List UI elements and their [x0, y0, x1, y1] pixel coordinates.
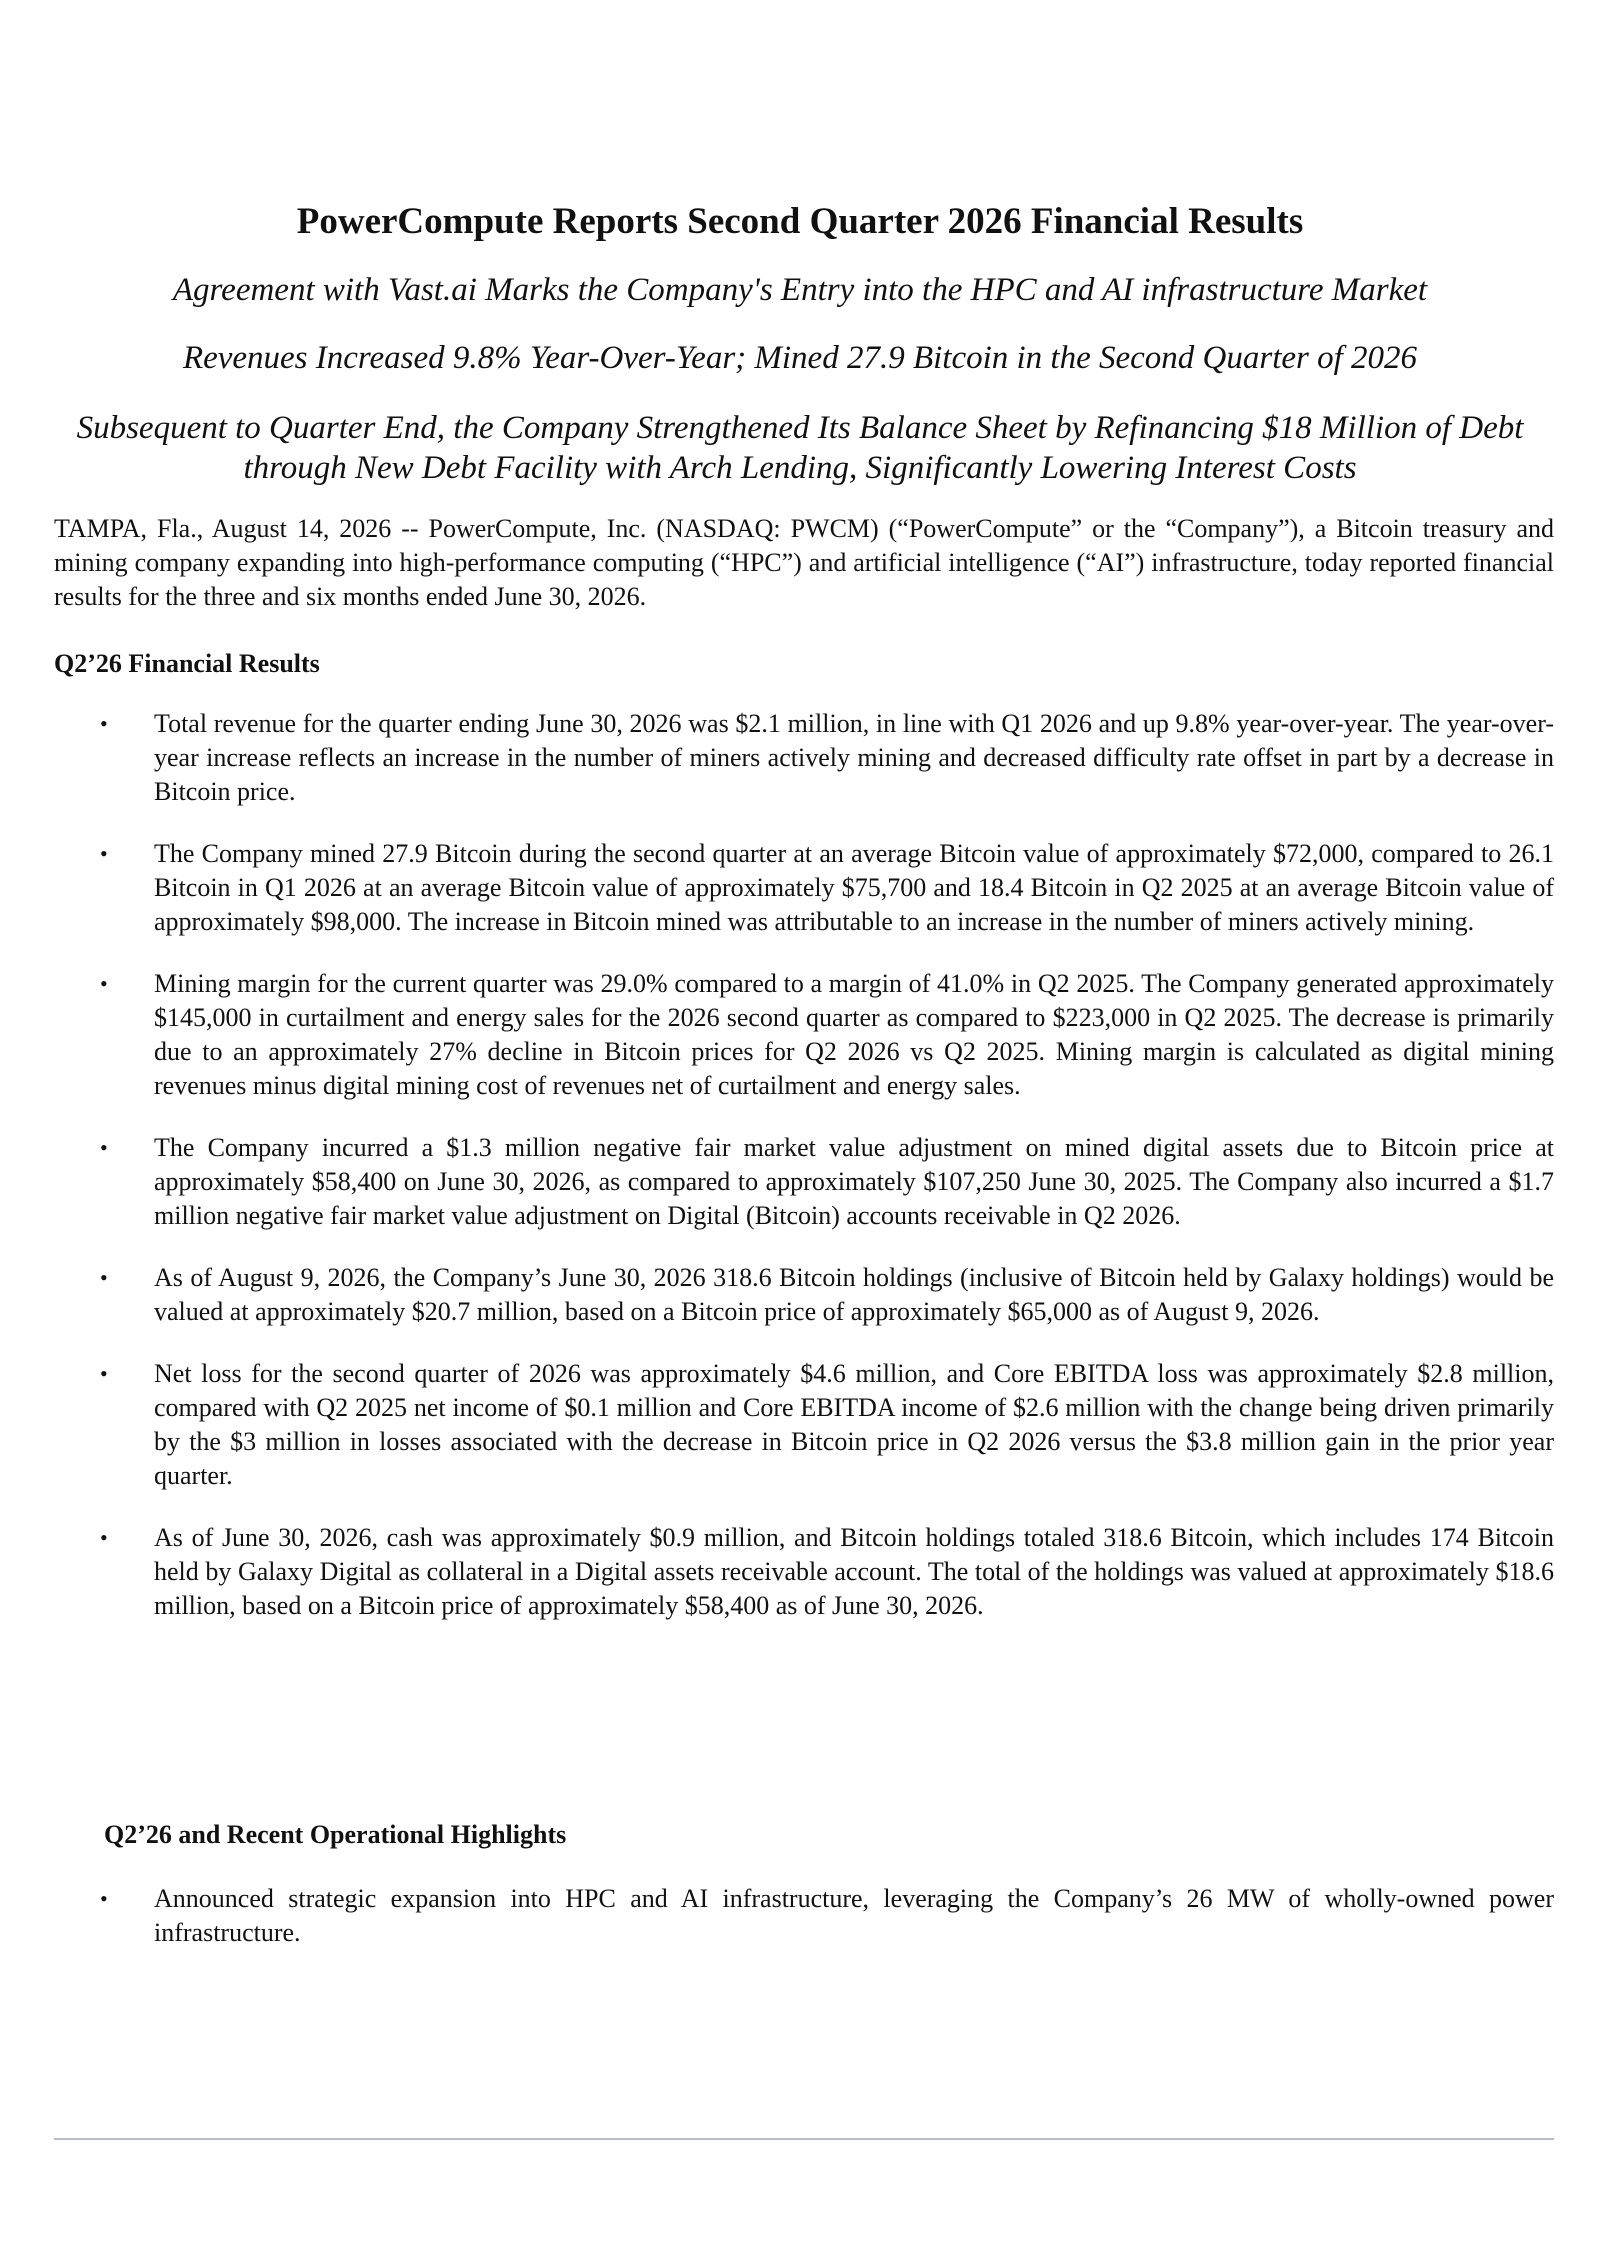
- bullet-icon: •: [100, 1525, 108, 1550]
- bullet-icon: •: [100, 1886, 108, 1911]
- subheadline-vast-ai: Agreement with Vast.ai Marks the Company's Entry into the HPC and AI infrastructure Market: [172, 272, 1428, 308]
- financial-results-list: [54, 707, 1554, 1651]
- subheadline-revenue: Revenues Increased 9.8% Year-Over-Year; Mined 27.9 Bitcoin in the Second Quarter of 2026: [182, 340, 1418, 376]
- financial-results-heading: Q2’26 Financial Results: [54, 649, 320, 678]
- financial-results-item: [54, 707, 1554, 809]
- bullet-icon: •: [100, 1361, 108, 1386]
- bullet-icon: •: [100, 711, 108, 736]
- bullet-text-hpc-expansion: Announced strategic expansion into HPC and AI infrastructure, leveraging the Company’s 26 MW of wholly-owned power infrastructure.: [154, 1884, 1554, 1947]
- operational-highlights-item: [54, 1882, 1554, 1950]
- bullet-text-mining-margin: Mining margin for the current quarter was 29.0% compared to a margin of 41.0% in Q2 2025. The Company generated approximately $145,000 in curtailment and energy sales for the 2026 second quarter as compared to $223,000 in Q2 2025. The decrease is primarily due to an approximately 27% decline in Bitcoin prices for Q2 2026 vs Q2 2025. Mining margin is calculated as digital mining revenues minus digital mining cost of revenues net of curtailment and energy sales.: [154, 969, 1554, 1100]
- bullet-text-holdings-valuation: As of August 9, 2026, the Company’s June 30, 2026 318.6 Bitcoin holdings (inclusive of Bitcoin held by Galaxy holdings) would be valued at approximately $20.7 million, based on a Bitcoin price of approximately $65,000 as of August 9, 2026.: [154, 1263, 1554, 1326]
- footer-divider: [54, 2138, 1554, 2140]
- subheadline-refinancing: Subsequent to Quarter End, the Company Strengthened Its Balance Sheet by Refinancing $18 Million of Debt through New Debt Facility with Arch Lending, Significantly Lowering Interest Costs: [76, 410, 1524, 486]
- press-release-title: PowerCompute Reports Second Quarter 2026 Financial Results: [296, 201, 1304, 242]
- bullet-icon: •: [100, 1265, 108, 1290]
- financial-results-item: [54, 1521, 1554, 1623]
- bullet-text-fair-value-adjustment: The Company incurred a $1.3 million negative fair market value adjustment on mined digital assets due to Bitcoin price at approximately $58,400 on June 30, 2026, as compared to approximately $107,250 June 30, 2025. The Company also incurred a $1.7 million negative fair market value adjustment on Digital (Bitcoin) accounts receivable in Q2 2026.: [154, 1133, 1554, 1230]
- bullet-text-bitcoin-mined: The Company mined 27.9 Bitcoin during the second quarter at an average Bitcoin value of approximately $72,000, compared to 26.1 Bitcoin in Q1 2026 at an average Bitcoin value of approximately $75,700 and 18.4 Bitcoin in Q2 2025 at an average Bitcoin value of approximately $98,000. The increase in Bitcoin mined was attributable to an increase in the number of miners actively mining.: [154, 839, 1554, 936]
- bullet-text-net-loss: Net loss for the second quarter of 2026 was approximately $4.6 million, and Core EBITDA loss was approximately $2.8 million, compared with Q2 2025 net income of $0.1 million and Core EBITDA income of $2.6 million with the change being driven primarily by the $3 million in losses associated with the decrease in Bitcoin price in Q2 2026 versus the $3.8 million gain in the prior year quarter.: [154, 1359, 1554, 1490]
- financial-results-item: [54, 967, 1554, 1103]
- financial-results-item: [54, 1261, 1554, 1329]
- bullet-text-cash-holdings: As of June 30, 2026, cash was approximately $0.9 million, and Bitcoin holdings totaled 318.6 Bitcoin, which includes 174 Bitcoin held by Galaxy Digital as collateral in a Digital assets receivable account. The total of the holdings was valued at approximately $18.6 million, based on a Bitcoin price of approximately $58,400 as of June 30, 2026.: [154, 1523, 1554, 1620]
- bullet-icon: •: [100, 1135, 108, 1160]
- financial-results-item: [54, 1131, 1554, 1233]
- financial-results-item: [54, 1357, 1554, 1493]
- bullet-text-total-revenue: Total revenue for the quarter ending June 30, 2026 was $2.1 million, in line with Q1 2026 and up 9.8% year-over-year. The year-over-year increase reflects an increase in the number of miners actively mining and decreased difficulty rate offset in part by a decrease in Bitcoin price.: [154, 709, 1554, 806]
- operational-highlights-heading: Q2’26 and Recent Operational Highlights: [104, 1820, 567, 1849]
- bullet-icon: •: [100, 841, 108, 866]
- financial-results-item: [54, 837, 1554, 939]
- bullet-icon: •: [100, 971, 108, 996]
- intro-paragraph: TAMPA, Fla., August 14, 2026 -- PowerCompute, Inc. (NASDAQ: PWCM) (“PowerCompute” or the “Company”), a Bitcoin treasury and mining company expanding into high-performance computing (“HPC”) and artificial intelligence (“AI”) infrastructure, today reported financial results for the three and six months ended June 30, 2026.: [54, 514, 1554, 611]
- operational-highlights-list: [54, 1882, 1554, 1978]
